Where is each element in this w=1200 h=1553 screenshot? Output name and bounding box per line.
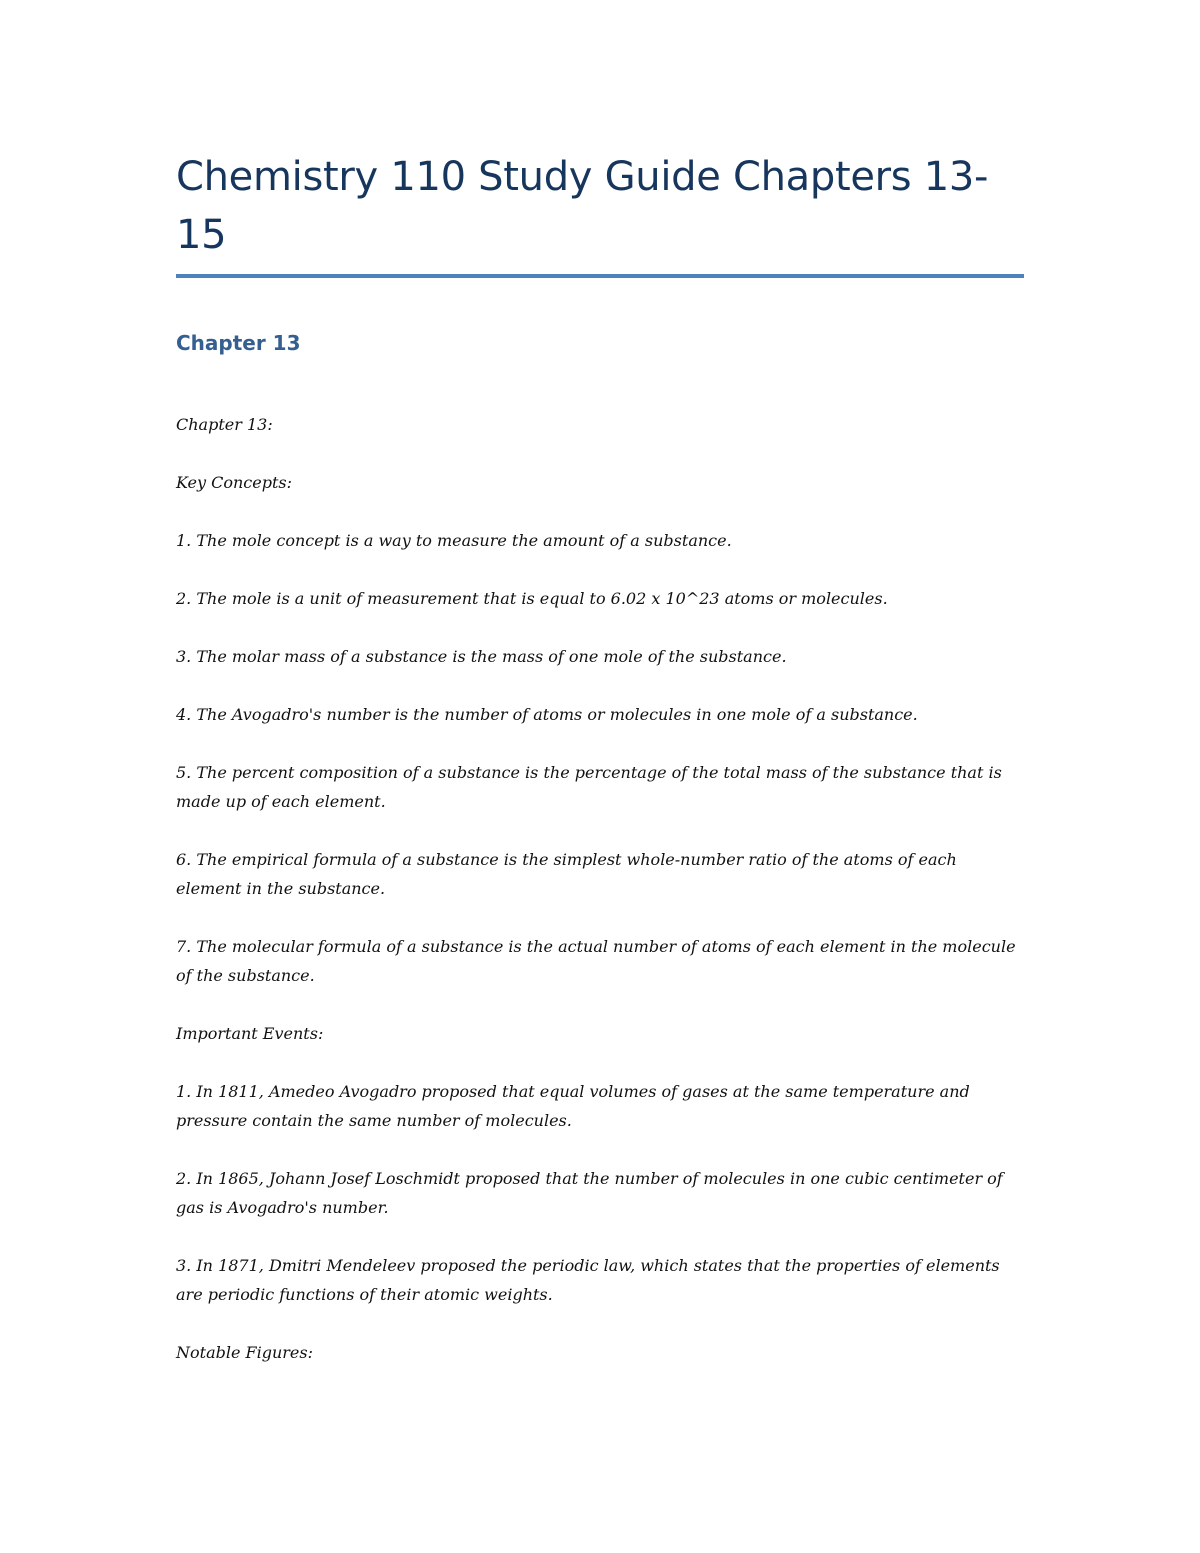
key-concept-item: 1. The mole concept is a way to measure the amount of a substance. — [176, 531, 732, 550]
body-text — [176, 410, 1024, 1367]
key-concept-item: 4. The Avogadro's number is the number of atoms or molecules in one mole of a substance. — [176, 705, 918, 724]
key-concept-item: 2. The mole is a unit of measurement that is equal to 6.02 x 10^23 atoms or molecules. — [176, 589, 888, 608]
document-title: Chemistry 110 Study Guide Chapters 13-15 — [176, 154, 989, 258]
paragraph-important-events-label: Important Events: — [176, 1024, 324, 1043]
key-concept-item: 7. The molecular formula of a substance is the actual number of atoms of each element in the molecule of the substance. — [176, 937, 1016, 985]
document-content — [176, 148, 1024, 1396]
paragraph-key-concepts-label: Key Concepts: — [176, 473, 292, 492]
paragraph-chapter-label: Chapter 13: — [176, 415, 273, 434]
paragraph-notable-figures-label: Notable Figures: — [176, 1343, 313, 1362]
important-event-item: 1. In 1811, Amedeo Avogadro proposed that equal volumes of gases at the same temperature and pressure contain the same number of molecules. — [176, 1082, 970, 1130]
important-event-item: 3. In 1871, Dmitri Mendeleev proposed the periodic law, which states that the properties of elements are periodic functions of their atomic weights. — [176, 1256, 1000, 1304]
chapter-heading: Chapter 13 — [176, 331, 301, 355]
important-event-item: 2. In 1865, Johann Josef Loschmidt proposed that the number of molecules in one cubic centimeter of gas is Avogadro's number. — [176, 1169, 1003, 1217]
title-divider — [176, 274, 1024, 278]
key-concept-item: 3. The molar mass of a substance is the mass of one mole of the substance. — [176, 647, 787, 666]
key-concept-item: 6. The empirical formula of a substance is the simplest whole-number ratio of the atoms of each element in the substance. — [176, 850, 957, 898]
key-concept-item: 5. The percent composition of a substance is the percentage of the total mass of the substance that is made up of each element. — [176, 763, 1002, 811]
